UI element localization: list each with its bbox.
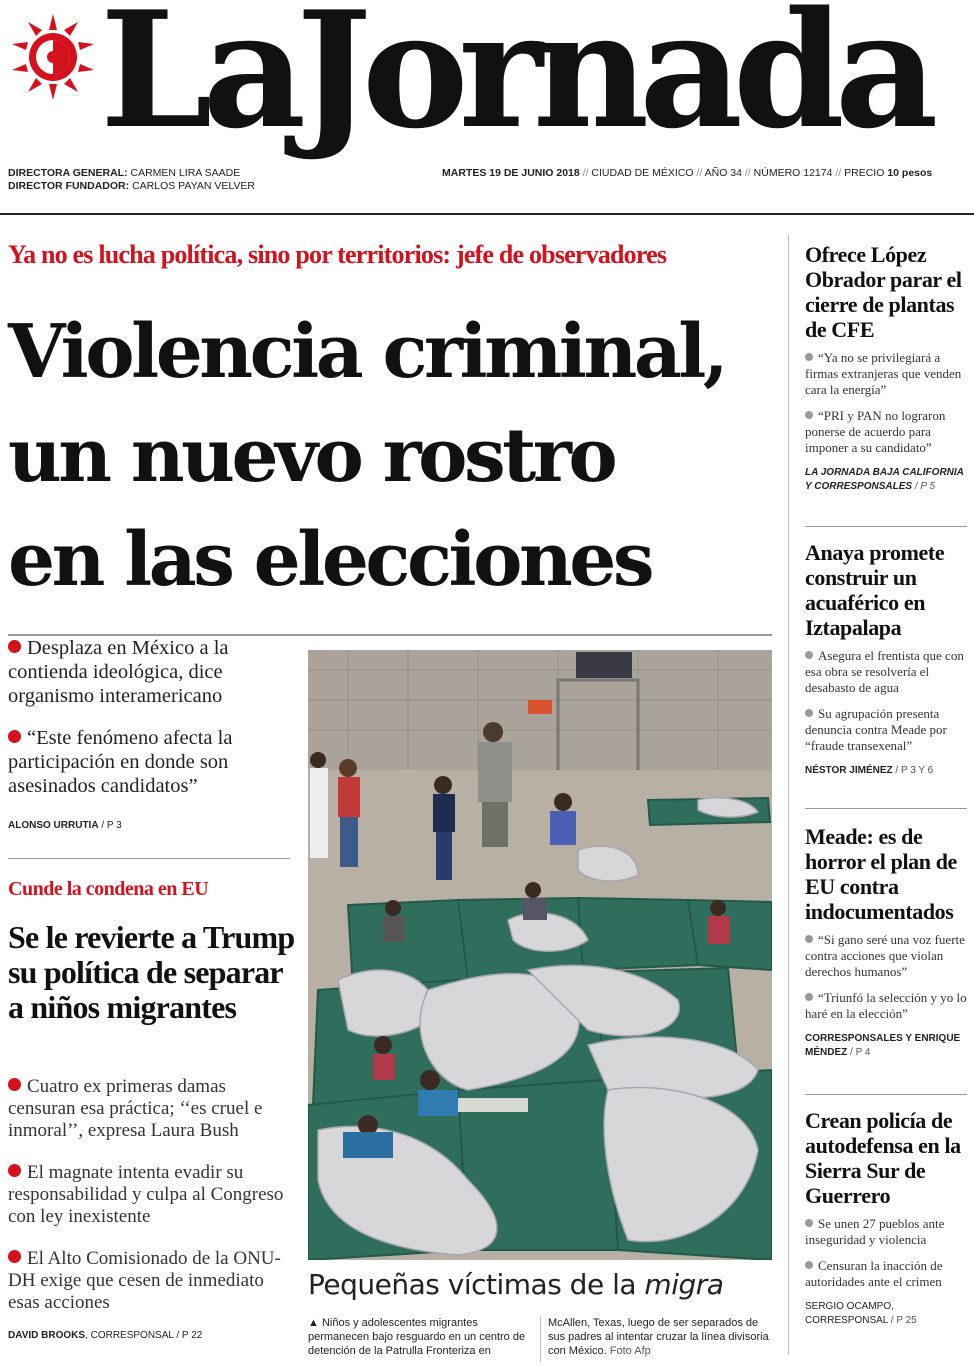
sidebar-headline: Meade: es de horror el plan de EU contra indocumentados	[805, 824, 957, 924]
photo-caption-title	[308, 1268, 723, 1301]
sidebar-byline	[805, 466, 967, 494]
bullet-text: El magnate intenta evadir su responsabilidad y culpa al Congreso con ley inexistente	[8, 1162, 284, 1227]
sidebar-byline	[805, 1032, 967, 1060]
sidebar-sub	[805, 350, 967, 398]
sidebar-headline: Anaya promete construir un acuaférico en Iztapalapa	[805, 540, 945, 640]
second-bullet	[8, 1162, 298, 1228]
lead-page-ref: / P 3	[101, 820, 122, 831]
sidebar-author: LA JORNADA BAJA CALIFORNIA Y CORRESPONSALES	[805, 467, 964, 492]
separator: //	[582, 167, 589, 179]
sidebar-sub-text: Asegura el frentista que con esa obra se resolvería el desabasto de agua	[805, 648, 964, 695]
caption-title-text: Pequeñas víctimas de la	[308, 1268, 645, 1301]
sidebar-sub-text: “Si gano seré una voz fuerte contra acciones que violan derechos humanos”	[805, 932, 965, 979]
bullet-text: El Alto Comisionado de la ONU-DH exige que cesen de inmediato esas acciones	[8, 1248, 281, 1313]
sidebar-sub	[805, 648, 967, 696]
issue-city: CIUDAD DE MÉXICO	[591, 167, 694, 179]
bullet-dot-icon	[805, 709, 813, 717]
sidebar-story[interactable]	[805, 1108, 967, 1328]
sidebar-divider	[788, 235, 789, 1355]
second-author-role: , CORRESPONSAL	[85, 1330, 174, 1341]
lead-byline	[8, 814, 290, 838]
lead-headline-line: en las elecciones	[8, 517, 652, 603]
bullet-dot-icon	[805, 411, 813, 419]
caption-right-text: McAllen, Texas, luego de ser separados de sus padres al intentar cruzar la línea divisoria con México.	[548, 1317, 769, 1357]
sidebar-sub	[805, 932, 967, 980]
second-byline	[8, 1330, 202, 1341]
sidebar-rule	[805, 526, 967, 527]
bullet-dot-icon	[805, 993, 813, 1001]
bullet-dot-icon	[805, 1261, 813, 1269]
director-fundador-name: CARLOS PAYAN VELVER	[132, 180, 255, 192]
sidebar-headline: Ofrece López Obrador parar el cierre de plantas de CFE	[805, 242, 962, 342]
separator: //	[835, 167, 842, 179]
issue-year: AÑO 34	[704, 167, 742, 179]
sidebar-story[interactable]	[805, 540, 967, 778]
lead-bullet	[8, 726, 290, 798]
sidebar-sub	[805, 990, 967, 1022]
sidebar-author: NÉSTOR JIMÉNEZ	[805, 765, 893, 776]
lead-headline[interactable]	[8, 300, 725, 612]
sidebar-sub	[805, 1216, 967, 1248]
newspaper-title: LaJornada	[100, 0, 929, 164]
lead-bullets	[8, 636, 290, 838]
photo-caption-right	[548, 1316, 770, 1358]
sidebar-page-ref: / P 5	[914, 481, 936, 492]
sidebar-sub-text: “Triunfó la selección y yo lo haré en la elección”	[805, 990, 967, 1021]
separator: //	[744, 167, 751, 179]
sidebar-story[interactable]	[805, 242, 967, 494]
sidebar-story[interactable]	[805, 824, 967, 1060]
sidebar-author: CORRESPONSALES Y ENRIQUE MÉNDEZ	[805, 1033, 961, 1058]
photo-credit: Foto Afp	[609, 1345, 651, 1357]
second-bullet	[8, 1076, 298, 1142]
second-headline[interactable]: Se le revierte a Trump su política de separar a niños migrantes	[8, 919, 295, 1025]
sidebar-byline	[805, 764, 967, 778]
bullet-dot-icon	[8, 640, 21, 653]
lead-kicker[interactable]: Ya no es lucha política, sino por territorios: jefe de observadores	[8, 240, 667, 269]
sidebar-page-ref: / P 4	[850, 1047, 871, 1058]
sidebar-sub-text: Se unen 27 pueblos ante inseguridad y violencia	[805, 1216, 945, 1247]
photo-caption-left: ▲ Niños y adolescentes migrantes permanecen bajo resguardo en un centro de detención de la Patrulla Fronteriza en	[308, 1317, 526, 1357]
bullet-dot-icon	[805, 353, 813, 361]
director-general-name: CARMEN LIRA SAADE	[130, 167, 241, 179]
second-page-ref: / P 22	[176, 1330, 203, 1341]
sidebar-sub-text: “PRI y PAN no lograron ponerse de acuerdo para imponer a su candidato”	[805, 408, 946, 455]
sidebar-sub-text: Su agrupación presenta denuncia contra Meade por “fraude transexenal”	[805, 706, 947, 753]
bullet-dot-icon	[8, 1078, 21, 1091]
second-kicker[interactable]: Cunde la condena en EU	[8, 878, 209, 900]
lead-bullet	[8, 636, 290, 708]
bullet-text: Cuatro ex primeras damas censuran esa práctica; ‘‘es cruel e inmoral’’, expresa Laura Bush	[8, 1076, 263, 1141]
sidebar-page-ref: / P 25	[890, 1315, 917, 1326]
bullet-dot-icon	[805, 935, 813, 943]
director-fundador-label: DIRECTOR FUNDADOR:	[8, 180, 130, 192]
lead-headline-line: Violencia criminal,	[8, 309, 726, 395]
bullet-text: Desplaza en México a la contienda ideológica, dice organismo interamericano	[8, 637, 229, 707]
dateline	[442, 167, 932, 179]
sidebar-sub	[805, 408, 967, 456]
sidebar-author: SERGIO OCAMPO, CORRESPONSAL	[805, 1301, 894, 1326]
masthead-rule	[0, 213, 974, 215]
issue-number: NÚMERO 12174	[753, 167, 833, 179]
lead-headline-line: un nuevo rostro	[8, 413, 615, 499]
bullet-dot-icon	[8, 730, 21, 743]
bullet-dot-icon	[805, 651, 813, 659]
sidebar-sub	[805, 706, 967, 754]
second-bullets	[8, 1076, 298, 1334]
bullet-dot-icon	[8, 1250, 21, 1263]
staff-credits	[8, 167, 255, 193]
migrant-children-photo	[308, 650, 772, 1260]
sidebar-rule	[805, 808, 967, 809]
second-bullet	[8, 1248, 298, 1314]
caption-title-italic: migra	[644, 1268, 724, 1301]
second-author: DAVID BROOKS	[8, 1330, 86, 1341]
bullet-text: “Este fenómeno afecta la participación en donde son asesinados candidatos”	[8, 727, 233, 797]
sidebar-sub-text: “Ya no se privilegiará a firmas extranjeras que venden cara la energía”	[805, 350, 962, 397]
price-value: 10 pesos	[887, 167, 933, 179]
left-divider	[8, 858, 290, 859]
price-label: PRECIO	[844, 167, 885, 179]
sidebar-byline	[805, 1300, 967, 1328]
sidebar-rule	[805, 1094, 967, 1095]
sidebar-sub-text: Censuran la inacción de autoridades ante el crimen	[805, 1258, 943, 1289]
bullet-dot-icon	[8, 1164, 21, 1177]
issue-date: MARTES 19 DE JUNIO 2018	[442, 167, 580, 179]
sidebar-headline: Crean policía de autodefensa en la Sierra Sur de Guerrero	[805, 1108, 961, 1208]
lead-author: ALONSO URRUTIA	[8, 820, 99, 831]
bullet-dot-icon	[805, 1219, 813, 1227]
sun-logo-icon	[8, 12, 98, 102]
director-general-label: DIRECTORA GENERAL:	[8, 167, 128, 179]
sidebar-sub	[805, 1258, 967, 1290]
separator: //	[696, 167, 703, 179]
caption-divider	[540, 1316, 541, 1362]
sidebar-page-ref: / P 3 Y 6	[895, 765, 934, 776]
